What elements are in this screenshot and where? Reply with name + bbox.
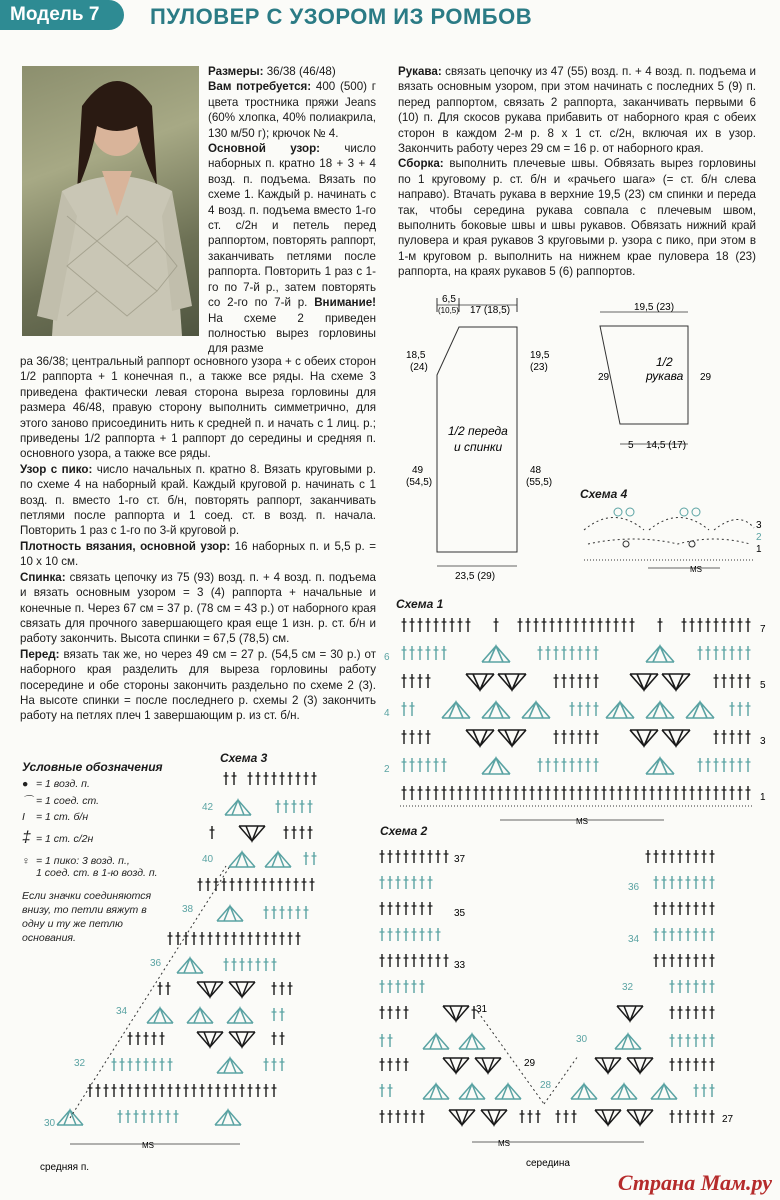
dim-right-upper: 19,5 (530, 350, 550, 361)
page-title: ПУЛОВЕР С УЗОРОМ ИЗ РОМБОВ (150, 4, 533, 29)
schema1-row-5 (402, 674, 751, 690)
dim-top-right: 17 (18,5) (470, 305, 511, 316)
schema4-title: Схема 4 (580, 487, 628, 501)
sleeve-dim-left: 29 (598, 372, 610, 383)
schema1-row-1 (402, 786, 751, 800)
schema1-label-2: 2 (384, 764, 390, 775)
model-badge: Модель 7 (0, 0, 124, 30)
schema3-title: Схема 3 (220, 751, 268, 765)
body-label-2: и спинки (454, 440, 503, 454)
schema4-row-3: 3 (756, 520, 762, 531)
schema2-label-32: 32 (622, 982, 634, 993)
legend-title: Условные обозначения (22, 760, 163, 774)
schema3-label-40: 40 (202, 854, 214, 865)
schema3-label-42: 42 (202, 802, 214, 813)
schema2-chart (372, 842, 772, 1172)
dim-top-left-sub: (10,5) (438, 306, 459, 315)
schema1-row-6 (402, 646, 751, 662)
schema3-label-34: 34 (116, 1006, 128, 1017)
legend-picot: ♀ = 1 пико: 3 возд. п., (22, 855, 130, 867)
schema4-ms: MS (690, 565, 702, 574)
schema4-row-1: 1 (756, 544, 762, 555)
dim-left-lower: 49 (412, 465, 424, 476)
schema2-label-37: 37 (454, 854, 466, 865)
sleeve-label-2: рукава (646, 369, 684, 383)
schema3-chart (30, 766, 330, 1186)
schema1-chart (380, 610, 775, 835)
schema2-title: Схема 2 (380, 824, 428, 838)
dim-left-upper: 18,5 (406, 350, 426, 361)
schema1-label-3: 3 (760, 736, 766, 747)
schema2-label-33: 33 (454, 960, 466, 971)
schema1-ms: MS (576, 817, 588, 826)
dim-bottom: 23,5 (29) (455, 571, 496, 582)
legend-dc: ‡ = 1 ст. с/2н (22, 829, 94, 846)
schema3-label-38: 38 (182, 904, 194, 915)
right-text: Рукава: связать цепочку из 47 (55) возд. п. + 4 возд. п. подъема и вязать основным узором, при этом начинать с последних 5 (9) п. перед раппортом, связать 2 раппорта, заканчивать первыми 6 (10) п. Для скосов рукава прибавить от наборного края с обеих сторон в каждом 2-м р. 8 х 1 ст. с/2н, включая их в узор. Закончить работу через 29 см = 16 р. от наборного края. Сборка: выполнить плечевые швы. Обвязать вырез горловины по 1 круговому р. ст. б/н и «рачьего шага» (= ст. б/н слева направо). Втачать рукава в верхние 19,5 (23) см спинки и переда так, чтобы середина рукава совпала с плечевым швом, выполнить боковые швы и швы рукавов. Обвязать нижний край пуловера и края рукавов 3 круговыми р. узора с пико, при этом в 1-м круговом р. выполнить на нижнем крае пуловера 18 (23) раппорта, на краях рукавов 5 (6) раппортов. (398, 65, 756, 279)
dim-left-upper-sub: (24) (410, 362, 428, 373)
body-label-1: 1/2 переда (448, 424, 508, 438)
dim-right-lower-sub: (55,5) (526, 477, 553, 488)
schema1-row-7 (402, 618, 751, 632)
watermark: Страна Мам.ру (617, 1170, 772, 1195)
schema1-row-3 (402, 730, 751, 746)
schema1-row-2 (402, 758, 751, 774)
left-text-top: Размеры: 36/38 (46/48) Вам потребуется: 400 (500) г цвета тростника пряжи Jeans (60% хлопка, 40% полиакрила, 130 м/50 г); крючок № 4. Основной узор: число наборных п. кратно 18 + 3 + 4 возд. п. подъема. Вязать по схеме 1. Каждый р. начинать с 4 возд. п. подъема вместо 1-го ст. с/2н и петель перед раппортом, повторять раппорт, заканчивать петлями после раппорта. Повторить 1 раз с 1-го по 7-й р., затем повторять со 2-го по 7-й р. Внимание! На схеме 2 приведен полностью вырез горловины для разме (208, 65, 376, 356)
schema1-label-7: 7 (760, 624, 766, 635)
schema3-ms: MS (142, 1141, 154, 1150)
schema3-label-32: 32 (74, 1058, 86, 1069)
sleeve-label-1: 1/2 (656, 355, 673, 369)
dim-right-upper-sub: (23) (530, 362, 548, 373)
schema2-label-29: 29 (524, 1058, 536, 1069)
schema2-label-36: 36 (628, 882, 640, 893)
schema2-label-34: 34 (628, 934, 640, 945)
schema2-left-column (380, 850, 541, 1125)
left-text-bottom: ра 36/38; центральный раппорт основного узора + с обеих сторон 1/2 раппорта + 1 конечная п., а также все ряды. На схеме 3 приведена фактически левая сторона выреза горловины для размера 46/48, правую сторону выполнить симметрично, для этого заново присоединить нить к средней п. и начать с 1 лиц. р.; приведены 1/2 раппорта + 1 раппорт до середины и средняя п. основного узора, а также все ряды. Узор с пико: число начальных п. кратно 8. Вязать круговыми р. по схеме 4 на наборный край. Каждый круговой р. начинать с 1 возд. п. вместо 1-го ст. б/н, повторять раппорт, заканчивать петлями после раппорта и 1 соед. ст. в возд. п. начала. Повторить 1 раз с 1-го по 3-й круговой р. Плотность вязания, основной узор: 16 наборных п. и 5,5 р. = 10 х 10 см. Спинка: связать цепочку из 75 (93) возд. п. + 4 возд. п. подъема и вязать основным узором = 3 (4) раппорта + начальные и конечные п. Через 67 см = 37 р. (78 см = 43 р.) от наборного края связать для прочного завершающего края еще 1 изн. р. ст. б/н и работу закончить. Высота спинки = 67,5 (78,5) см. Перед: вязать так же, но через 49 см = 27 р. (54,5 см = 30 р.) от наборного края разделить для выреза горловины работу посередине и обе стороны закончить раздельно по схеме 2 (3). На высоте спинки = после последнего р. схемы 2 (3) закончить работу на петлях плеч 1 завершающим р. из ст. б/н. (20, 355, 376, 723)
schema2-label-35: 35 (454, 908, 466, 919)
schema3-rows (57, 772, 317, 1125)
sleeve-dim-right: 29 (700, 372, 712, 383)
schema2-label-31: 31 (476, 1004, 488, 1015)
sleeve-dim-top: 19,5 (23) (634, 302, 675, 313)
sleeve-pattern (596, 298, 726, 458)
schema1-label-1: 1 (760, 792, 766, 803)
schema4-row-2: 2 (756, 532, 762, 543)
dim-right-lower: 48 (530, 465, 542, 476)
schema1-label-6: 6 (384, 652, 390, 663)
schema2-ms: MS (498, 1139, 510, 1148)
dim-left-lower-sub: (54,5) (406, 477, 433, 488)
sleeve-dim-bottom-left: 5 (628, 440, 634, 451)
legend-sc: I = 1 ст. б/н (22, 811, 89, 823)
schema2-label-28: 28 (540, 1080, 552, 1091)
schema2-label-27: 27 (722, 1114, 734, 1125)
schema3-label-36: 36 (150, 958, 162, 969)
legend-note: Если значки соединяются внизу, то петли вяжут в одну и ту же петлю основания. (22, 890, 152, 944)
schema3-label-30: 30 (44, 1118, 56, 1129)
sleeve-dim-bottom-right: 14,5 (17) (646, 440, 687, 451)
body-pattern (400, 290, 565, 585)
schema1-label-5: 5 (760, 680, 766, 691)
model-photo-illustration (22, 66, 199, 336)
schema2-label-30: 30 (576, 1034, 588, 1045)
legend-picot-2: 1 соед. ст. в 1-ю возд. п. (36, 867, 158, 879)
schema4-chart (574, 500, 764, 580)
dim-top-left: 6,5 (442, 294, 456, 305)
model-photo (22, 66, 199, 336)
schema2-middle: середина (526, 1158, 570, 1169)
legend-slip: ⌒ = 1 соед. ст. (22, 795, 100, 807)
schema1-row-4 (402, 702, 751, 718)
schema3-middle: средняя п. (40, 1162, 90, 1173)
legend-chain: ● = 1 возд. п. (22, 778, 90, 790)
schema1-label-4: 4 (384, 708, 390, 719)
schema1-title: Схема 1 (396, 597, 444, 611)
